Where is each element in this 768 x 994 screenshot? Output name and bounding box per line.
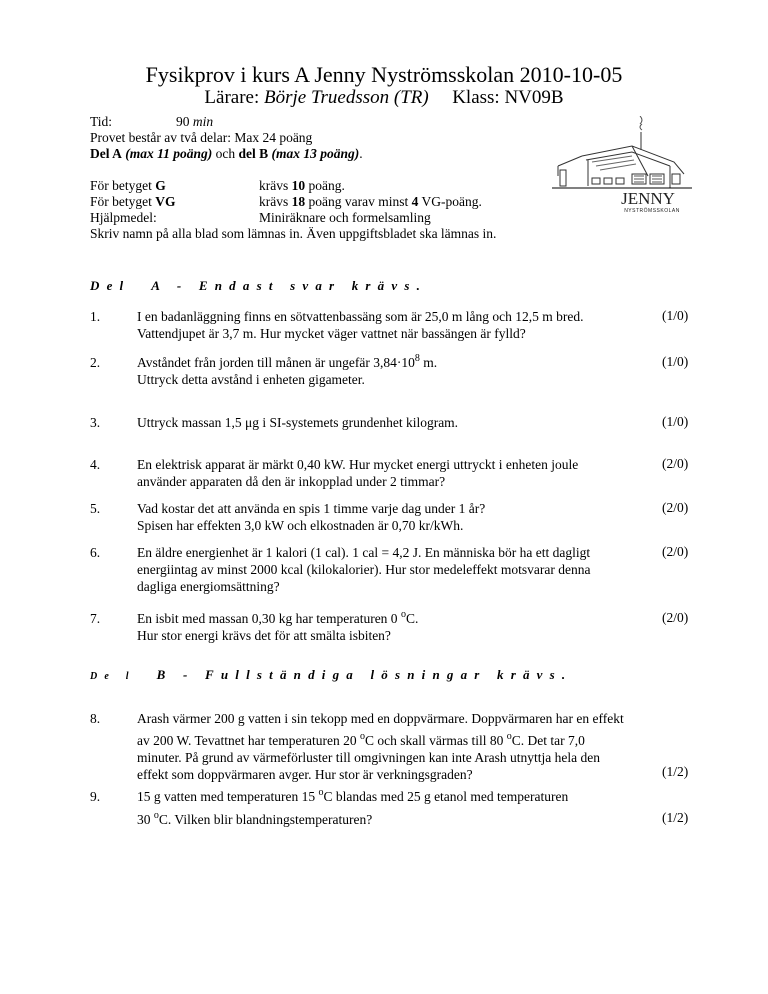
question-8-points: (1/2) (662, 764, 689, 779)
teacher-code: (TR) (393, 87, 429, 108)
question-4-text: En elektrisk apparat är märkt 0,40 kW. Hur mycket energi uttryckt i enheten joule använder apparaten då den är inkopplad under 2 timmar? (137, 457, 579, 489)
teacher-name: Börje Truedsson (264, 87, 390, 108)
question-5-text: Vad kostar det att använda en spis 1 timme varje dag under 1 år? Spisen har effekten 3,0 kW och elkostnaden är 0,70 kr/kWh. (137, 501, 486, 533)
teacher-label: Lärare: (204, 87, 260, 108)
question-7-text: En isbit med massan 0,30 kg har temperaturen 0 $^o$C. Hur stor energi krävs det för att smälta isbiten? (137, 609, 419, 643)
question-5-points: (2/0) (662, 500, 689, 515)
section-b-heading: De l B - Fullständiga lösningar krävs. (90, 667, 573, 682)
parts-detail: Del A (max 11 poäng) och del B (max 13 poäng). (90, 146, 363, 161)
question-8-number: 8. (90, 711, 101, 726)
class-label: Klass: (452, 87, 500, 108)
class-value: NV09B (504, 87, 564, 108)
school-logo (552, 116, 692, 214)
school-building-image (552, 116, 692, 214)
question-5-number: 5. (90, 501, 101, 516)
question-4-points: (2/0) (662, 456, 689, 471)
grade-g-label: För betyget G (90, 178, 166, 193)
instruction: Skriv namn på alla blad som lämnas in. Även uppgiftsbladet ska lämnas in. (90, 226, 497, 241)
question-9-number: 9. (90, 789, 101, 804)
parts-text: Provet består av två delar: Max 24 poäng (90, 130, 313, 145)
question-7-points: (2/0) (662, 610, 689, 625)
question-9-text: 15 g vatten med temperaturen 15 $^o$C blandas med 25 g etanol med temperaturen 30 $^o$C. Vilken blir blandningstemperaturen? (137, 787, 569, 827)
section-a-heading: Del A - Endast svar krävs. (90, 278, 428, 293)
aids-value: Miniräknare och formelsamling (259, 210, 431, 225)
logo-text: JENNY (621, 189, 675, 208)
question-1-text: I en badanläggning finns en sötvattenbassäng som är 25,0 m lång och 12,5 m bred. Vattendjupet är 3,7 m. Hur mycket väger vattnet när bassängen är fylld? (137, 309, 584, 341)
logo-subtext: NYSTRÖMSSKOLAN (624, 208, 680, 214)
grade-vg-requirement: krävs 18 poäng varav minst 4 VG-poäng. (259, 194, 482, 209)
grade-vg-label: För betyget VG (90, 194, 176, 209)
teacher-line (0, 87, 768, 109)
time-label: Tid: (90, 114, 113, 129)
question-1-points: (1/0) (662, 308, 689, 323)
question-3-number: 3. (90, 415, 101, 430)
question-4-number: 4. (90, 457, 101, 472)
question-2-number: 2. (90, 355, 101, 370)
question-3-text: Uttryck massan 1,5 μg i SI-systemets grundenhet kilogram. (137, 415, 459, 430)
question-2-points: (1/0) (662, 354, 689, 369)
question-7-number: 7. (90, 611, 101, 626)
question-3-points: (1/0) (662, 414, 689, 429)
question-6-text: En äldre energienhet är 1 kalori (1 cal). 1 cal = 4,2 J. En människa bör ha ett dagligt energiintag av minst 2000 kcal (kilokalorier). Hur stor medeleffekt motsvarar denna dagliga energiomsättning? (137, 545, 591, 594)
question-6-number: 6. (90, 545, 101, 560)
question-9-points: (1/2) (662, 810, 689, 825)
grade-g-requirement: krävs 10 poäng. (259, 178, 345, 193)
page-title: Fysikprov i kurs A Jenny Nyströmsskolan 2010-10-05 (145, 62, 623, 87)
time-value: 90 min (176, 114, 214, 129)
question-2-text: Avståndet från jorden till månen är ungefär $3,84\cdot 10^8$ m. Uttryck detta avstånd i enheten gigameter. (137, 353, 438, 387)
question-1-number: 1. (90, 309, 101, 324)
question-8-text: Arash värmer 200 g vatten i sin tekopp med en doppvärmare. Doppvärmaren har en effekt av 200 W. Tevattnet har temperaturen 20 $^o$C och skall värmas till 80 $^o$C. Det tar 7,0 minuter. På grund av värmeförluster till omgivningen kan inte Arash utnyttja hela den effekt som doppvärmaren avger. Hur stor är verkningsgraden? (137, 711, 624, 782)
aids-label: Hjälpmedel: (90, 210, 157, 225)
question-6-points: (2/0) (662, 544, 689, 559)
